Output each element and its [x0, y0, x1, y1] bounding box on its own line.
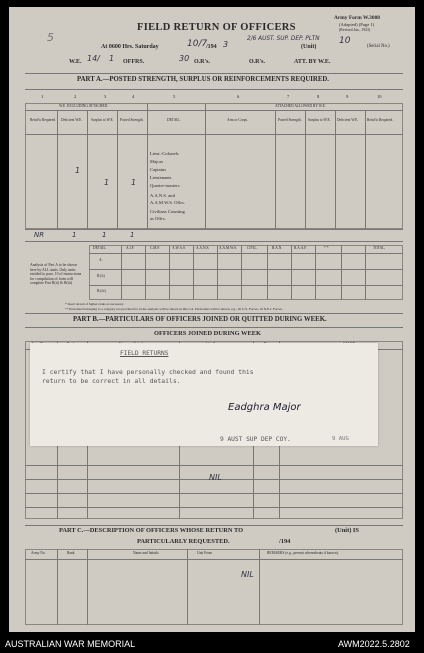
- hdr-reinfts-left: Reinf'ts Required.: [30, 118, 56, 122]
- an-row-a: A.: [99, 258, 103, 262]
- pc-hdr-remarks: REMARKS (e.g., present whereabouts if known).: [267, 551, 339, 555]
- an-hdr-ran: R.A.N.: [272, 246, 283, 250]
- part-b-subtitle: OFFICERS JOINED DURING WEEK: [154, 330, 261, 337]
- rank-aamws: A.A.M.W.S. Offrs.: [150, 200, 185, 205]
- rank-qm: Quarter-masters: [150, 183, 180, 188]
- form-title: FIELD RETURN OF OFFICERS: [137, 22, 296, 33]
- rank-aans: A.A.N.S. and: [150, 193, 175, 198]
- form-adapted: (Adapted) (Page 1): [339, 22, 375, 27]
- col-number-5: 5: [173, 94, 176, 99]
- group-right-header: ATTACHED ALLOWED BY W.E.: [275, 104, 326, 108]
- offrs-label: OFFRS.: [123, 59, 145, 65]
- ors-handwritten: 30: [179, 54, 190, 63]
- rank-lieutenant: Lieutenants: [150, 175, 172, 180]
- pc-hdr-name: Name and Initials.: [133, 551, 160, 555]
- date-year: /194: [206, 44, 217, 50]
- slip-line-1: I certify that I have personally checked and found this: [42, 368, 254, 376]
- unit-handwritten: 2/6 AUST. SUP. DEP. PLTN: [247, 36, 320, 42]
- slip-date: 9 AUG: [332, 436, 349, 442]
- an-hdr-civil: CIVIL.: [247, 246, 258, 250]
- we-label: W.E.: [69, 59, 82, 65]
- part-c-table: [25, 549, 403, 625]
- col-number-8: 8: [317, 94, 320, 99]
- col-number-2: 2: [74, 94, 77, 99]
- an-row-bii: B.(ii): [97, 274, 105, 278]
- serial-label: (Serial No.): [367, 44, 390, 49]
- hdr-arm-corps: Arm or Corps.: [227, 118, 248, 122]
- we-handwritten: 14/: [87, 54, 100, 63]
- an-hdr-other: * *: [324, 246, 329, 250]
- analysis-note: Analysis of Part A to be shown here by ALL units. Only units entitled to para. 10 of instructions for compilation of form will complete Part B(ii) & B(iii): [30, 263, 82, 286]
- footnote-1: * Insert strand of higher ranks as necessary.: [65, 302, 125, 306]
- hw-total-deficient: 1: [72, 231, 77, 239]
- time-label: At 0600 Hrs. Saturday: [101, 44, 159, 50]
- part-c-date: /194: [279, 538, 291, 545]
- col-number-1: 1: [41, 94, 44, 99]
- hw-total-posted: 1: [130, 231, 135, 239]
- hw-surplus: 1: [104, 178, 110, 187]
- footer-accession-id: AWM2022.5.2802: [338, 639, 410, 649]
- form-number: Army Form W.3008: [334, 15, 380, 21]
- hw-deficient: 1: [75, 166, 81, 175]
- pc-hdr-army-no: Army No.: [31, 551, 46, 555]
- document-sheet: [9, 7, 415, 632]
- part-b-nil: NIL: [209, 473, 222, 482]
- rank-lt-col: Lieut.-Colonels: [150, 151, 179, 156]
- hdr-reinfts-right: Reinf'ts Required.: [367, 118, 393, 122]
- part-c-nil: NIL: [241, 570, 254, 579]
- an-hdr-aans: A.A.N.S.: [196, 246, 210, 250]
- part-a-title: PART A.—POSTED STRENGTH, SURPLUS OR REINFORCEMENTS REQUIRED.: [77, 76, 329, 83]
- an-hdr-raaf: R.A.A.F.: [294, 246, 307, 250]
- ors2-label: O.R's.: [249, 59, 266, 65]
- col-number-7: 7: [287, 94, 290, 99]
- part-c-title: PART C.—DESCRIPTION OF OFFICERS WHOSE RETURN TO: [59, 527, 244, 534]
- part-b-title: PART B.—PARTICULARS OF OFFICERS JOINED OR QUITTED DURING WEEK.: [73, 316, 327, 323]
- an-hdr-cmf: C.M.F.: [150, 246, 160, 250]
- col-number-9: 9: [346, 94, 349, 99]
- hw-total-surplus: 1: [102, 231, 107, 239]
- slip-signature: Eadghra Major: [228, 402, 301, 413]
- hw-posted: 1: [131, 178, 137, 187]
- col-number-10: 10: [377, 94, 382, 99]
- form-revised: (Revised Jan., 1943): [339, 28, 371, 32]
- pc-hdr-rank: Rank: [67, 551, 75, 555]
- col-number-3: 3: [104, 94, 107, 99]
- hdr-surplus-right: Surplus to W.E.: [308, 118, 331, 122]
- an-hdr-awas: A.W.A.S.: [172, 246, 186, 250]
- unit-label: (Unit): [301, 44, 317, 50]
- ors-label: O.R's.: [194, 59, 211, 65]
- footnote-2: ** Personnel belonging to a category not provided for in the analysis will be shown in this Col. Particulars will be shown, e.g., 20 U.S. Forces, 10 N.E.I. Forces.: [65, 307, 283, 311]
- hdr-posted-right: Posted Strength.: [278, 118, 302, 122]
- hdr-detail: DETAIL.: [167, 118, 181, 122]
- footer-institution: AUSTRALIAN WAR MEMORIAL: [5, 639, 136, 649]
- an-hdr-detail: DETAIL.: [93, 246, 107, 250]
- col-number-6: 6: [237, 94, 240, 99]
- hdr-deficient-right: Deficient W.E.: [337, 118, 359, 122]
- archive-footer: [0, 636, 424, 653]
- rank-as-offrs: as Offrs.: [150, 216, 166, 221]
- group-left-header: W.E. EXCLUDING ATTACHED.: [59, 104, 109, 108]
- pencil-page-number: 5: [47, 31, 54, 44]
- slip-line-2: return to be correct in all details.: [42, 377, 181, 385]
- part-c-line2: PARTICULARLY REQUESTED.: [137, 538, 230, 545]
- hdr-posted-left: Posted Strength.: [120, 118, 144, 122]
- an-hdr-aamws: A.A.M.W.S.: [219, 246, 237, 250]
- slip-heading: FIELD RETURNS: [120, 350, 169, 357]
- certification-slip: [30, 343, 378, 446]
- year-handwritten: 3: [223, 40, 229, 49]
- an-hdr-aif: A.I.F.: [126, 246, 135, 250]
- date-handwritten: 10/7: [187, 39, 208, 49]
- pc-hdr-unit-from: Unit From: [197, 551, 213, 555]
- att-label: ATT. BY W.E.: [294, 59, 331, 65]
- slip-unit-line: 9 AUST SUP DEP COY.: [220, 436, 291, 443]
- hdr-deficient-left: Deficient W.E.: [61, 118, 83, 122]
- col-number-4: 4: [132, 94, 135, 99]
- an-hdr-total: TOTAL.: [373, 246, 386, 250]
- rank-captain: Captains: [150, 167, 167, 172]
- serial-handwritten: 10: [339, 36, 351, 46]
- rank-civilians: Civilians Counting: [150, 209, 185, 214]
- hdr-surplus-left: Surplus to W.E.: [91, 118, 114, 122]
- hw-total-reinfts: NR: [34, 231, 45, 239]
- part-c-unit-label: (Unit) IS: [335, 527, 359, 534]
- rank-major: Majors: [150, 159, 164, 164]
- an-row-biii: B.(iii): [97, 289, 106, 293]
- offrs-handwritten: 1: [109, 54, 115, 63]
